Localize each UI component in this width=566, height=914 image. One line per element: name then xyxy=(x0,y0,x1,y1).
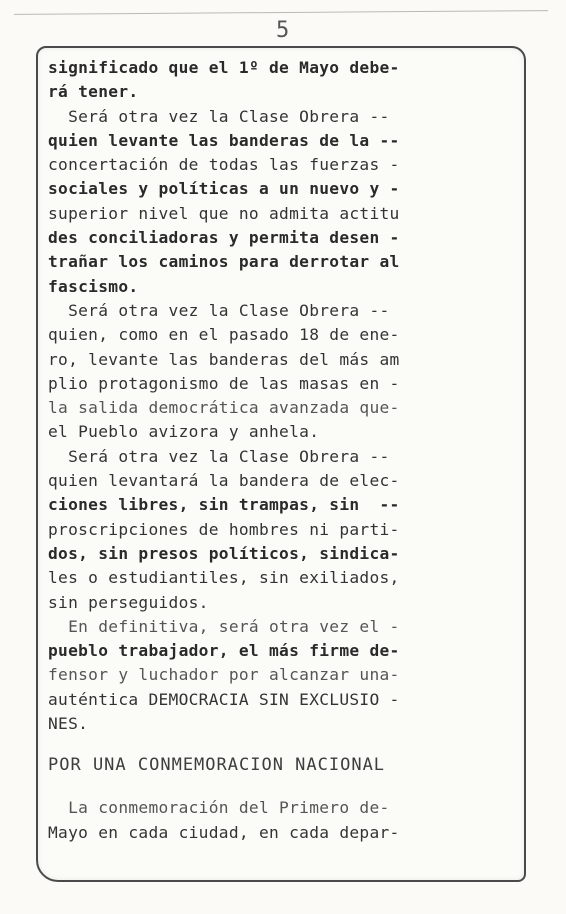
text-line: concertación de todas las fuerzas - xyxy=(48,155,400,175)
text-line: fensor y luchador por alcanzar una- xyxy=(48,665,400,685)
text-line: auténtica DEMOCRACIA SIN EXCLUSIO - xyxy=(48,689,400,709)
text-line: des conciliadoras y permita desen - xyxy=(48,228,400,248)
article-body xyxy=(48,56,518,845)
text-line: plio protagonismo de las masas en - xyxy=(48,373,400,393)
text-line: La conmemoración del Primero de- xyxy=(48,798,390,818)
text-line: dos, sin presos políticos, sindica- xyxy=(48,543,400,563)
text-line: Será otra vez la Clase Obrera -- xyxy=(48,446,390,466)
text-line: sin perseguidos. xyxy=(48,592,209,612)
text-line: significado que el 1º de Mayo debe- xyxy=(48,58,400,77)
text-line: superior nivel que no admita actitu xyxy=(48,203,400,223)
text-line: rá tener. xyxy=(48,82,139,102)
text-line: Mayo en cada ciudad, en cada depar- xyxy=(48,822,400,842)
text-line: ciones libres, sin trampas, sin -- xyxy=(48,495,400,515)
article-continuation xyxy=(48,796,518,845)
page-top-rule xyxy=(14,10,548,15)
text-line: quien levante las banderas de la -- xyxy=(48,130,400,150)
text-line: les o estudiantiles, sin exiliados, xyxy=(48,568,400,588)
newspaper-clipping xyxy=(36,46,526,882)
text-line: quien levantará la bandera de elec- xyxy=(48,471,400,491)
text-line: En definitiva, será otra vez el - xyxy=(48,616,400,636)
text-line: quien, como en el pasado 18 de ene- xyxy=(48,325,400,345)
text-line: fascismo. xyxy=(48,276,139,296)
text-line: la salida democrática avanzada que- xyxy=(48,398,400,418)
text-line: proscripciones de hombres ni parti- xyxy=(48,519,400,539)
text-line: el Pueblo avizora y anhela. xyxy=(48,422,320,442)
text-line: Será otra vez la Clase Obrera -- xyxy=(48,106,390,126)
text-line: ro, levante las banderas del más am xyxy=(48,349,400,369)
text-line: trañar los caminos para derrotar al xyxy=(48,252,400,272)
page-number: 5 xyxy=(276,18,290,43)
section-heading: POR UNA CONMEMORACION NACIONAL xyxy=(48,755,386,776)
text-line: pueblo trabajador, el más firme de- xyxy=(48,641,400,661)
text-line: sociales y políticas a un nuevo y - xyxy=(48,179,400,199)
text-line: NES. xyxy=(48,714,89,734)
text-line: Será otra vez la Clase Obrera -- xyxy=(48,300,390,320)
